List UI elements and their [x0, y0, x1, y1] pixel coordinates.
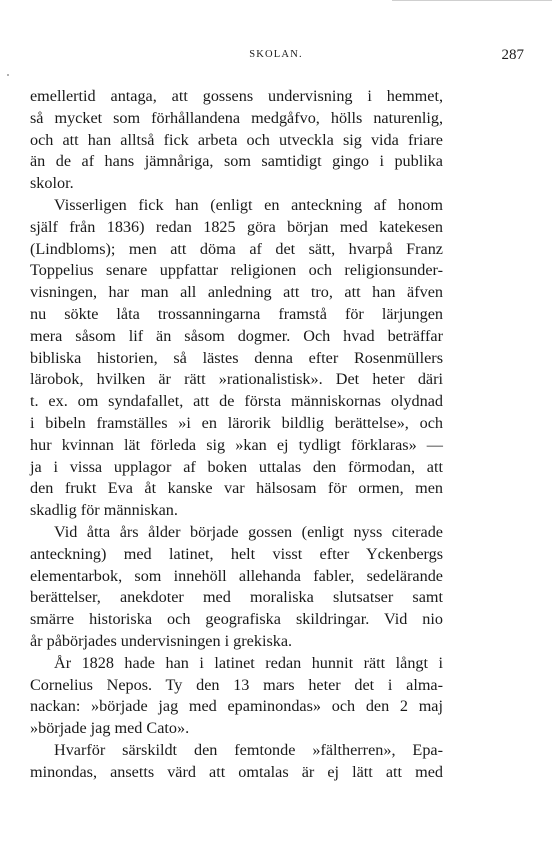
running-title: SKOLAN. — [249, 49, 303, 60]
text-line: i bibeln framställes »i en lärorik bildlig berättelse», och — [30, 413, 443, 432]
text-line: år påbörjades undervisningen i grekiska. — [30, 631, 293, 650]
text-line: skadlig för människan. — [30, 501, 178, 520]
page-number: 287 — [501, 47, 524, 63]
text-line: och att han alltså fick arbeta och utveckla sig vida friare — [30, 130, 443, 149]
running-header — [28, 47, 524, 65]
text-line: lärobok, hvilken är rätt »rationalistisk». Det heter däri — [30, 370, 443, 389]
text-line: skolor. — [30, 174, 74, 193]
text-line: (Lindbloms); men att döma af det sätt, hvarpå Franz — [30, 239, 443, 258]
text-line: minondas, ansetts värd att omtalas är ej lätt att med — [30, 762, 443, 781]
text-line: nackan: »började jag med epaminondas» och den 2 maj — [30, 697, 443, 716]
text-line: emellertid antaga, att gossens undervisning i hemmet, — [30, 87, 443, 105]
text-line: den frukt Eva åt kanske var hälsosam för ormen, men — [30, 479, 443, 498]
text-line: anteckning) med latinet, helt visst efter Yckenbergs — [30, 544, 443, 563]
text-line: smärre historiska och geografiska skildringar. Vid nio — [30, 610, 443, 629]
text-line: berättelser, anekdoter med moraliska slutsatser samt — [30, 588, 443, 607]
text-line: Visserligen fick han (enligt en anteckning af honom — [54, 195, 443, 214]
text-line: Toppelius senare uppfattar religionen och religionsunder- — [30, 261, 443, 280]
body-text — [30, 86, 443, 784]
text-line: själf från 1836) redan 1825 göra början med katekesen — [30, 217, 443, 236]
text-line: nu sökte låta trossanningarna framstå för lärjungen — [30, 304, 443, 323]
text-line: visningen, har man all anledning att tro, att han äfven — [30, 283, 443, 302]
text-line: Vid åtta års ålder började gossen (enligt nyss citerade — [54, 522, 443, 541]
text-line: hur kvinnan lät förleda sig »kan ej tydligt förklaras» — — [30, 435, 443, 454]
text-line: År 1828 hade han i latinet redan hunnit rätt långt i — [54, 653, 443, 672]
text-line: bibliska historien, så lästes denna efter Rosenmüllers — [30, 348, 443, 367]
text-line: så mycket som förhållandena medgåfvo, hölls naturenlig, — [30, 108, 443, 127]
text-line: »började jag med Cato». — [30, 719, 190, 738]
text-line: mera såsom lif än såsom dogmer. Och hvad beträffar — [30, 326, 443, 345]
text-line: elementarbok, som innehöll allehanda fabler, sedelärande — [30, 566, 443, 585]
text-line: ja i vissa upplagor af boken uttalas den förmodan, att — [30, 457, 443, 476]
text-line: Hvarför särskildt den femtonde »fältherren», Epa- — [54, 740, 443, 759]
text-line: än de af hans jämnåriga, som samtidigt gingo i publika — [30, 152, 443, 171]
scan-speck — [7, 74, 9, 76]
text-line: Cornelius Nepos. Ty den 13 mars heter det i alma- — [30, 675, 443, 694]
text-line: t. ex. om syndafallet, att de första människornas olydnad — [30, 392, 443, 411]
scan-edge-line — [392, 0, 552, 1]
